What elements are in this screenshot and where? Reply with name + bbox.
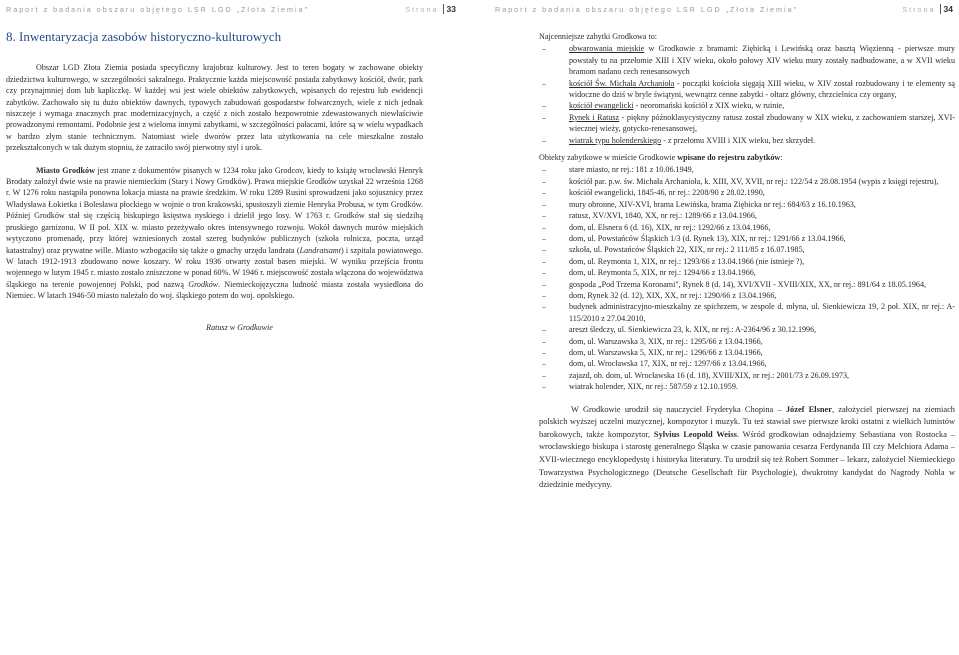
header-title: Raport z badania obszaru objętego LSR LGD „Złota Ziemia": [495, 5, 799, 14]
list-item: – dom, Rynek 32 (d. 12), XIX, XX, nr rej.: 1290/66 z 13.04.1966,: [569, 290, 955, 301]
list-item: – dom, ul. Elsnera 6 (d. 16), XIX, nr rej.: 1292/66 z 13.04.1966,: [569, 222, 955, 233]
section-heading: 8. Inwentaryzacja zasobów historyczno-kulturowych: [6, 29, 282, 44]
page-header: [495, 4, 953, 18]
page-number: 33: [443, 4, 456, 14]
list-item: – dom, ul. Powstańców Śląskich 1/3 (d. Rynek 13), XIX, nr rej.: 1291/66 z 13.04.1966,: [569, 233, 955, 244]
monuments-list: [539, 43, 955, 146]
list-item: – Rynek i Ratusz - piękny późnoklasycystyczny ratusz został zbudowany w XIX wieku, z zachowaniem starszej, XVI-wiecznej wieży, gotycko-renesansowej,: [569, 112, 955, 135]
page-label: Strona: [405, 5, 439, 14]
registry-list: [539, 164, 955, 392]
page-number: 34: [940, 4, 953, 14]
list-item: – dom, ul. Wrocławska 17, XIX, nr rej.: 1297/66 z 13.04.1966,: [569, 358, 955, 369]
list-item: – kościół Św. Michała Archanioła - początki kościoła sięgają XIII wieku, w XIV został rozbudowany i te elementy są widoczne do dziś w bryle świątyni, wewnątrz cenne zabytki - ołtarz główny, chrzcielnica czy organy,: [569, 78, 955, 101]
list-item: – areszt śledczy, ul. Sienkiewicza 23, k. XIX, nr rej.: A-2364/96 z 30.12.1996,: [569, 324, 955, 335]
monument-link[interactable]: kościół Św. Michała Archanioła: [569, 78, 675, 88]
left-content: [6, 31, 423, 333]
image-caption: Ratusz w Grodkowie: [206, 322, 273, 332]
list-item: – dom, ul. Warszawska 5, XIX, nr rej.: 1296/66 z 13.04.1966,: [569, 347, 955, 358]
list-item: – budynek administracyjno-mieszkalny ze spichrzem, w zespole d. młyna, ul. Sienkiewicza 19, 2 poł. XIX, nr rej.: A-115/2010 z 27.04.2010,: [569, 301, 955, 324]
page-number-block: [405, 4, 456, 14]
italic-term: Grodków: [188, 279, 219, 289]
list-item: – wiatrak typu holenderskiego - z przełomu XVIII i XIX wieku, bez skrzydeł.: [569, 135, 955, 146]
right-page: [489, 0, 959, 655]
bold-name: Sylvius Leopold Weiss: [653, 429, 737, 439]
right-content: [539, 31, 955, 492]
list-item: – zajazd, ob. dom, ul. Wrocławska 16 (d. 18), XVIII/XIX, nr rej.: 2001/73 z 26.09.1973,: [569, 370, 955, 381]
list-item: – ratusz, XV/XVI, 1840, XX, nr rej.: 1289/66 z 13.04.1966,: [569, 210, 955, 221]
list-item: – kościół ewangelicki - neoromański kościół z XIX wieku, w ruinie,: [569, 100, 955, 111]
paragraph-notable-people: W Grodkowie urodził się nauczyciel Fryderyka Chopina – Józef Elsner, założyciel pierwszej na ziemiach polskich wyższej uczelni muzycznej, kompozytor i muzyk. Tu też stawiał swe pierwsze kroki ostatni z wielkich lutnistów barokowych, także kompozytor, Sylvius Leopold Weiss. Wśród grodkowian odnajdziemy Sebastiana von Rostocka – wrocławskiego biskupa i starostę generalnego Śląska w czasie panowania cesarza Ferdynanda III czy Melchiora Adama – XVII-wiecznego encyklopedystę i historyka literatury. Tu urodził się też Robert Sommer – lekarz, założyciel Niemieckiego Towarzystwa Psychologicznego (Deutsche Gesellschaft für Psychologie), dwukrotny kandydat do Nagrody Nobla w dziedzinie medycyny.: [539, 404, 955, 490]
list-item: – dom, ul. Reymonta 5, XIX, nr rej.: 1294/66 z 13.04.1966,: [569, 267, 955, 278]
list-item: – gospoda „Pod Trzema Koronami", Rynek 8 (d. 14), XVI/XVII - XVIII/XIX, XX, nr rej.: 891/64 z 18.05.1964,: [569, 279, 955, 290]
list-item: – dom, ul. Warszawska 3, XIX, nr rej.: 1295/66 z 13.04.1966,: [569, 336, 955, 347]
registry-intro: Obiekty zabytkowe w mieście Grodkowie wpisane do rejestru zabytków:: [539, 153, 783, 163]
bold-term: Miasto Grodków: [36, 165, 95, 175]
list-item: – kościół ewangelicki, 1845-46, nr rej.: 2208/90 z 28.02.1990,: [569, 187, 955, 198]
monument-link[interactable]: obwarowania miejskie: [569, 44, 645, 54]
list-item: – obwarowania miejskie w Grodkowie z bramami: Ziębicką i Lewińską oraz basztą Więzienną - pierwsze mury powstały tu na przełomie XIII i XIV wieku, około połowy XIV wieku mury zostały nadbudowane, a w XVII wieku bramom nadano cech renesansowych: [569, 43, 955, 77]
list-item: – kościół par. p.w. św. Michała Archanioła, k. XIII, XV, XVII, nr rej.: 122/54 z 28.08.1954 (wypis z księgi rejestru),: [569, 176, 955, 187]
italic-term: Landratsamt: [299, 245, 341, 255]
list-item: – mury obronne, XIV-XVI, brama Lewińska, brama Ziębicka nr rej.: 684/63 z 16.10.1963,: [569, 199, 955, 210]
bold-name: Józef Elsner: [785, 404, 832, 414]
list-item: – stare miasto, nr rej.: 181 z 10.06.1949,: [569, 164, 955, 175]
monument-link[interactable]: wiatrak typu holenderskiego: [569, 135, 662, 145]
monument-link[interactable]: kościół ewangelicki: [569, 101, 634, 111]
paragraph-grodkow-history: Miasto Grodków jest znane z dokumentów pisanych w 1234 roku jako Grodcov, kiedy to książę wrocławski Henryk Brodaty założył dwie wsie na prawie niemieckim (Stary i Nowy Grodków). Prawa miejskie Grodków uzyskał 22 września 1268 r. W 1276 roku nastąpiła ponowna lokacja miasta na prawie średzkim. W roku 1289 Rusini sprowadzeni jako sojusznicy przez Władysława Łokietka i Bolesława płockiego w wojnie o tron krakowski, spustoszyli ziemie Henryka Probusa, w tym Grodków. Później Grodków stał się częścią biskupiego księstwa nyskiego i dzielił jego losy. W 1763 r. Grodków stał się siedzibą pruskiego garnizonu. W II poł. XIX w. miasto przeżywało okres intensywnego rozwoju. Wokół dawnych murów miejskich wytyczono promenadę, przy której wzniesionych został szereg budynków publicznych (szkoła rolnicza, poczta, urząd katastralny) oraz prywatne wille. Miasto wzbogaciło się także o gmachy urzędu landrata (Landratsamt) i szpitala powiatowego. W latach 1912-1913 zbudowano nowe koszary. W roku 1936 otwarty został basen miejski. W wyniku przejścia frontu wojennego w lutym 1945 r. miasto zostało zniszczone w ponad 60%. W 1946 r. miejscowość została włączona do województwa śląskiego na terenie powojennej Polski, pod nazwą Grodków. Niemieckojęzyczna ludność miasta została wysiedlona do Niemiec. W latach 1946-50 miasto należało do woj. śląskiego potem do woj. opolskiego.: [6, 165, 423, 301]
list-item: – dom, ul. Reymonta 1, XIX, nr rej.: 1293/66 z 13.04.1966 (nie istnieje ?),: [569, 256, 955, 267]
paragraph-heritage: Obszar LGD Złota Ziemia posiada specyficzny krajobraz kulturowy. Jest to teren bogaty w zachowane obiekty dziedzictwa kulturowego, w szczególności sakralnego. Praktycznie każda miejscowość posiada zabytkowy kościół, dwór, park czy przynajmniej dom lub kapliczkę. W każdej wsi jest wiele obiektów zabytkowych, wpisanych do rejestru lub ewidencji zabytków. Zachowało się tu dużo obiektów dawnych, typowych zabudowań gospodarstw folwarcznych, wiele z nich jednak niszczeje i wymaga znacznych prac modernizacyjnych, a część z nich zostało bezpowrotnie zdewastowanych niewłaściwie prowadzonymi remontami. Podobnie jest z wieloma innymi zabytkami, w szczególności pałacami, które są w wielu wypadkach w bardzo złym stanie technicznym. Natomiast wiele dworów przez lata użytkowania na cele mieszkalne zostało przekształconych w tak dużym stopniu, że zatraciło swój pierwotny styl i urok.: [6, 63, 423, 153]
left-page: [0, 0, 470, 655]
header-title: Raport z badania obszaru objętego LSR LGD „Złota Ziemia": [6, 5, 310, 14]
page-label: Strona: [902, 5, 936, 14]
list-item: – szkoła, ul. Powstańców Śląskich 22, XIX, nr rej.: 2 111/85 z 16.07.1985,: [569, 244, 955, 255]
page-header: [6, 4, 464, 18]
page-number-block: [902, 4, 953, 14]
list-item: – wiatrak holender, XIX, nr rej.: 587/59 z 12.10.1959.: [569, 381, 955, 392]
monuments-intro: Najcenniejsze zabytki Grodkowa to:: [539, 32, 657, 41]
monument-link[interactable]: Rynek i Ratusz: [569, 112, 620, 122]
